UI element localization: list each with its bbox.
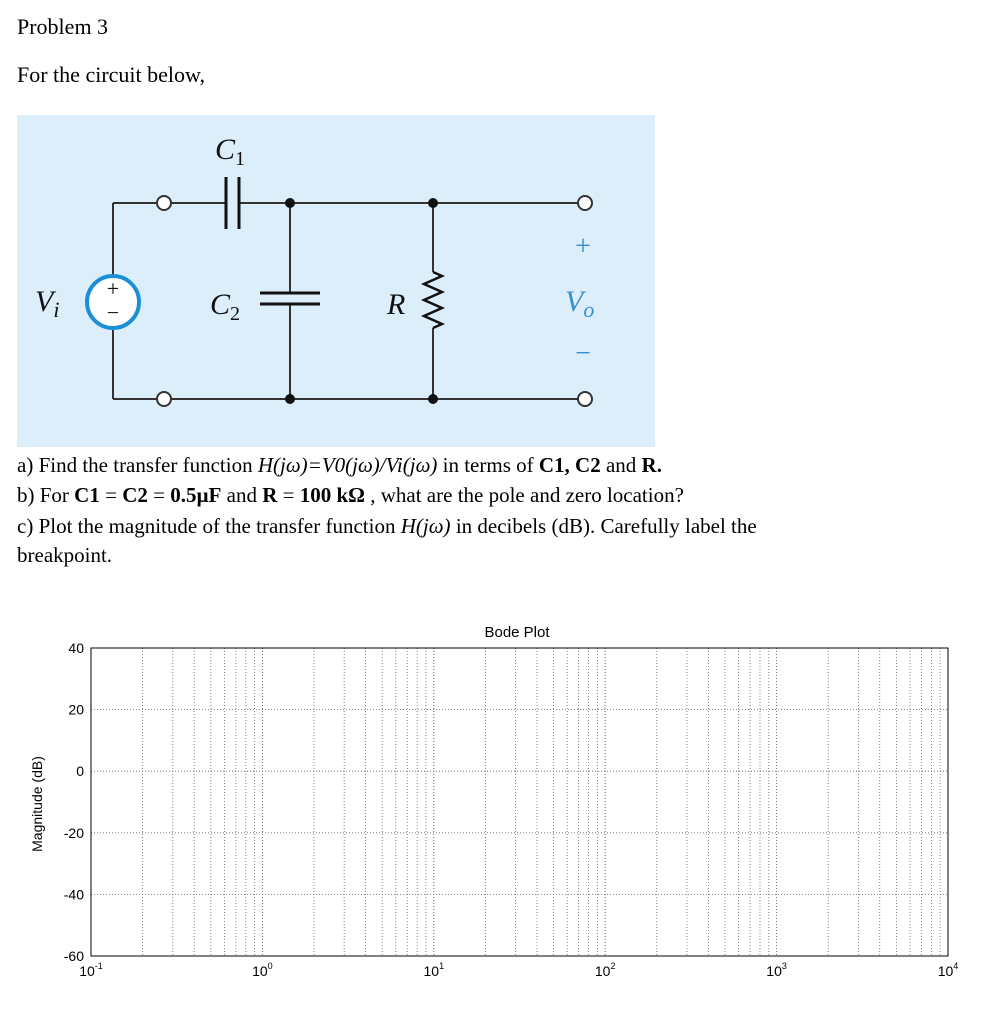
grid-vertical	[143, 648, 941, 956]
label-c1: $C_1$	[215, 133, 246, 170]
output-plus-sign: +	[575, 231, 591, 262]
x-tick-label: $10^0$	[252, 961, 273, 979]
y-tick-label: -60	[63, 948, 84, 964]
grid-horizontal	[91, 710, 948, 895]
x-tick-label: $10^3$	[766, 961, 787, 979]
question-c: c) Plot the magnitude of the transfer function H(jω) in decibels (dB). Carefully label the	[17, 514, 757, 538]
label-vi: $V_i$	[35, 285, 60, 322]
source-minus-sign: −	[106, 300, 120, 325]
x-tick-label: $10^2$	[594, 961, 616, 979]
x-tick-label: $10^{-1}$	[79, 961, 103, 979]
y-axis-label: Magnitude (dB)	[29, 756, 45, 852]
question-c-line2: breakpoint.	[17, 543, 113, 567]
plot-frame	[91, 648, 948, 956]
x-tick-labels	[79, 961, 958, 979]
problem-intro: For the circuit below,	[17, 62, 205, 87]
chart-title: Bode Plot	[484, 624, 550, 641]
y-tick-label: 20	[68, 701, 84, 718]
question-a: a) Find the transfer function H(jω)=V0(jω)/Vi(jω) in terms of C1, C2 and R.	[17, 453, 662, 477]
x-tick-label: $10^1$	[423, 961, 445, 979]
label-c2: $C_2$	[210, 288, 241, 325]
y-tick-label: -40	[63, 886, 84, 903]
label-r: R	[387, 288, 406, 321]
label-vo: $V_o$	[565, 285, 595, 322]
y-tick-label: 0	[76, 763, 84, 780]
x-tick-label: $10^4$	[937, 961, 959, 979]
output-minus-sign: −	[575, 338, 591, 369]
source-plus-sign: +	[106, 276, 120, 301]
y-tick-label: -20	[63, 824, 84, 841]
problem-title: Problem 3	[17, 14, 109, 39]
y-tick-labels	[64, 640, 84, 964]
bode-plot	[0, 610, 986, 1024]
question-b: b) For C1 = C2 = 0.5µF and R = 100 kΩ , what are the pole and zero location?	[17, 483, 684, 507]
y-tick-label: 40	[68, 640, 84, 656]
circuit-diagram	[17, 115, 655, 447]
